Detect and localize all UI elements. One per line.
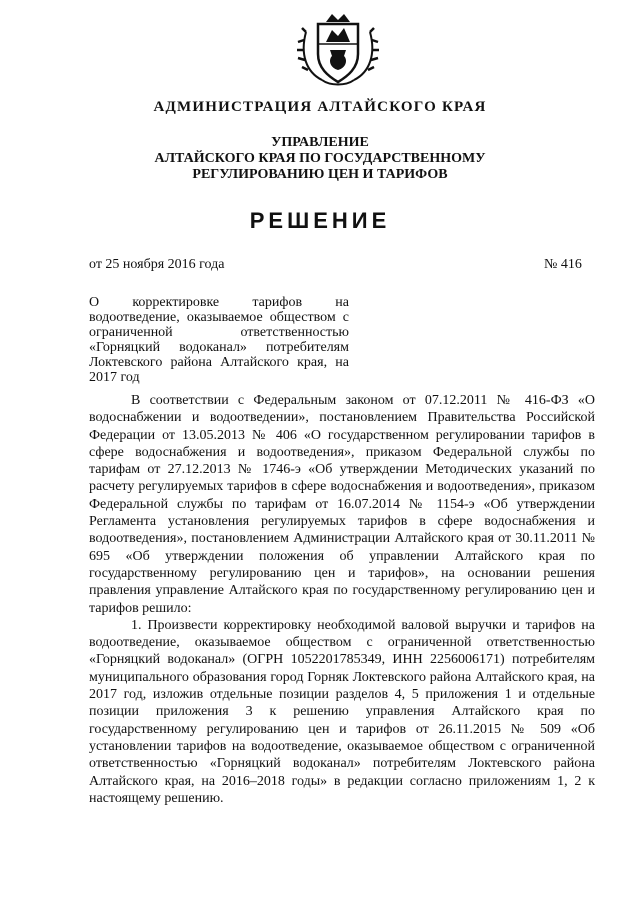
document-type-title: РЕШЕНИЕ (249, 208, 391, 233)
department-title-line: РЕГУЛИРОВАНИЮ ЦЕН И ТАРИФОВ (192, 167, 448, 182)
department-title (0, 135, 640, 183)
document-number: № 416 (544, 257, 582, 272)
document-subject: О корректировке тарифов на водоотведение, оказываемое обществом с ограниченной ответственностью «Горняцкий водоканал» потребителям Локтевского района Алтайского края, на 2017 год (89, 295, 349, 385)
administration-title: АДМИНИСТРАЦИЯ АЛТАЙСКОГО КРАЯ (153, 99, 487, 115)
department-title-line: УПРАВЛЕНИЕ (271, 135, 369, 150)
body-paragraph: 1. Произвести корректировку необходимой валовой выручки и тарифов на водоотведение, оказываемое обществом с ограниченной ответственностью «Горняцкий водоканал» (ОГРН 1052201785349, ИНН 2256006171) потребителям муниципального образования город Горняк Локтевского района Алтайского края, на 2017 год, изложив отдельные позиции разделов 4, 5 приложения 1 и отдельные позиции приложения 3 к решению управления Алтайского края по государственному регулированию цен и тарифов от 26.11.2015 № 509 «Об установлении тарифов на водоотведение, оказываемое обществом с ограниченной ответственностью «Горняцкий водоканал» потребителям Локтевского района Алтайского края, на 2016–2018 годы» в редакции согласно приложениям 1, 2 к настоящему решению. (89, 617, 595, 806)
body-paragraph: В соответствии с Федеральным законом от 07.12.2011 № 416-ФЗ «О водоснабжении и водоотведении», постановлением Правительства Российской Федерации от 13.05.2013 № 406 «О государственном регулировании тарифов в сфере водоснабжения и водоотведения», приказом Федеральной службы по тарифам от 27.12.2013 № 1746-э «Об утверждении Методических указаний по расчету регулируемых тарифов в сфере водоснабжения и водоотведения», приказом Федеральной службы по тарифам от 16.07.2014 № 1154-э «Об утверждении Регламента установления регулируемых тарифов в сфере водоснабжения и водоотведения», постановлением Администрации Алтайского края от 30.11.2011 № 695 «Об утверждении положения об управлении Алтайского края по государственному регулированию цен и тарифов», на основании решения правления управление Алтайского края по государственному регулированию цен и тарифов решило: (89, 393, 595, 616)
document-date: от 25 ноября 2016 года (89, 257, 225, 272)
altai-krai-coat-of-arms-icon (292, 10, 384, 88)
document-body (89, 392, 595, 807)
department-title-line: АЛТАЙСКОГО КРАЯ ПО ГОСУДАРСТВЕННОМУ (154, 151, 486, 166)
